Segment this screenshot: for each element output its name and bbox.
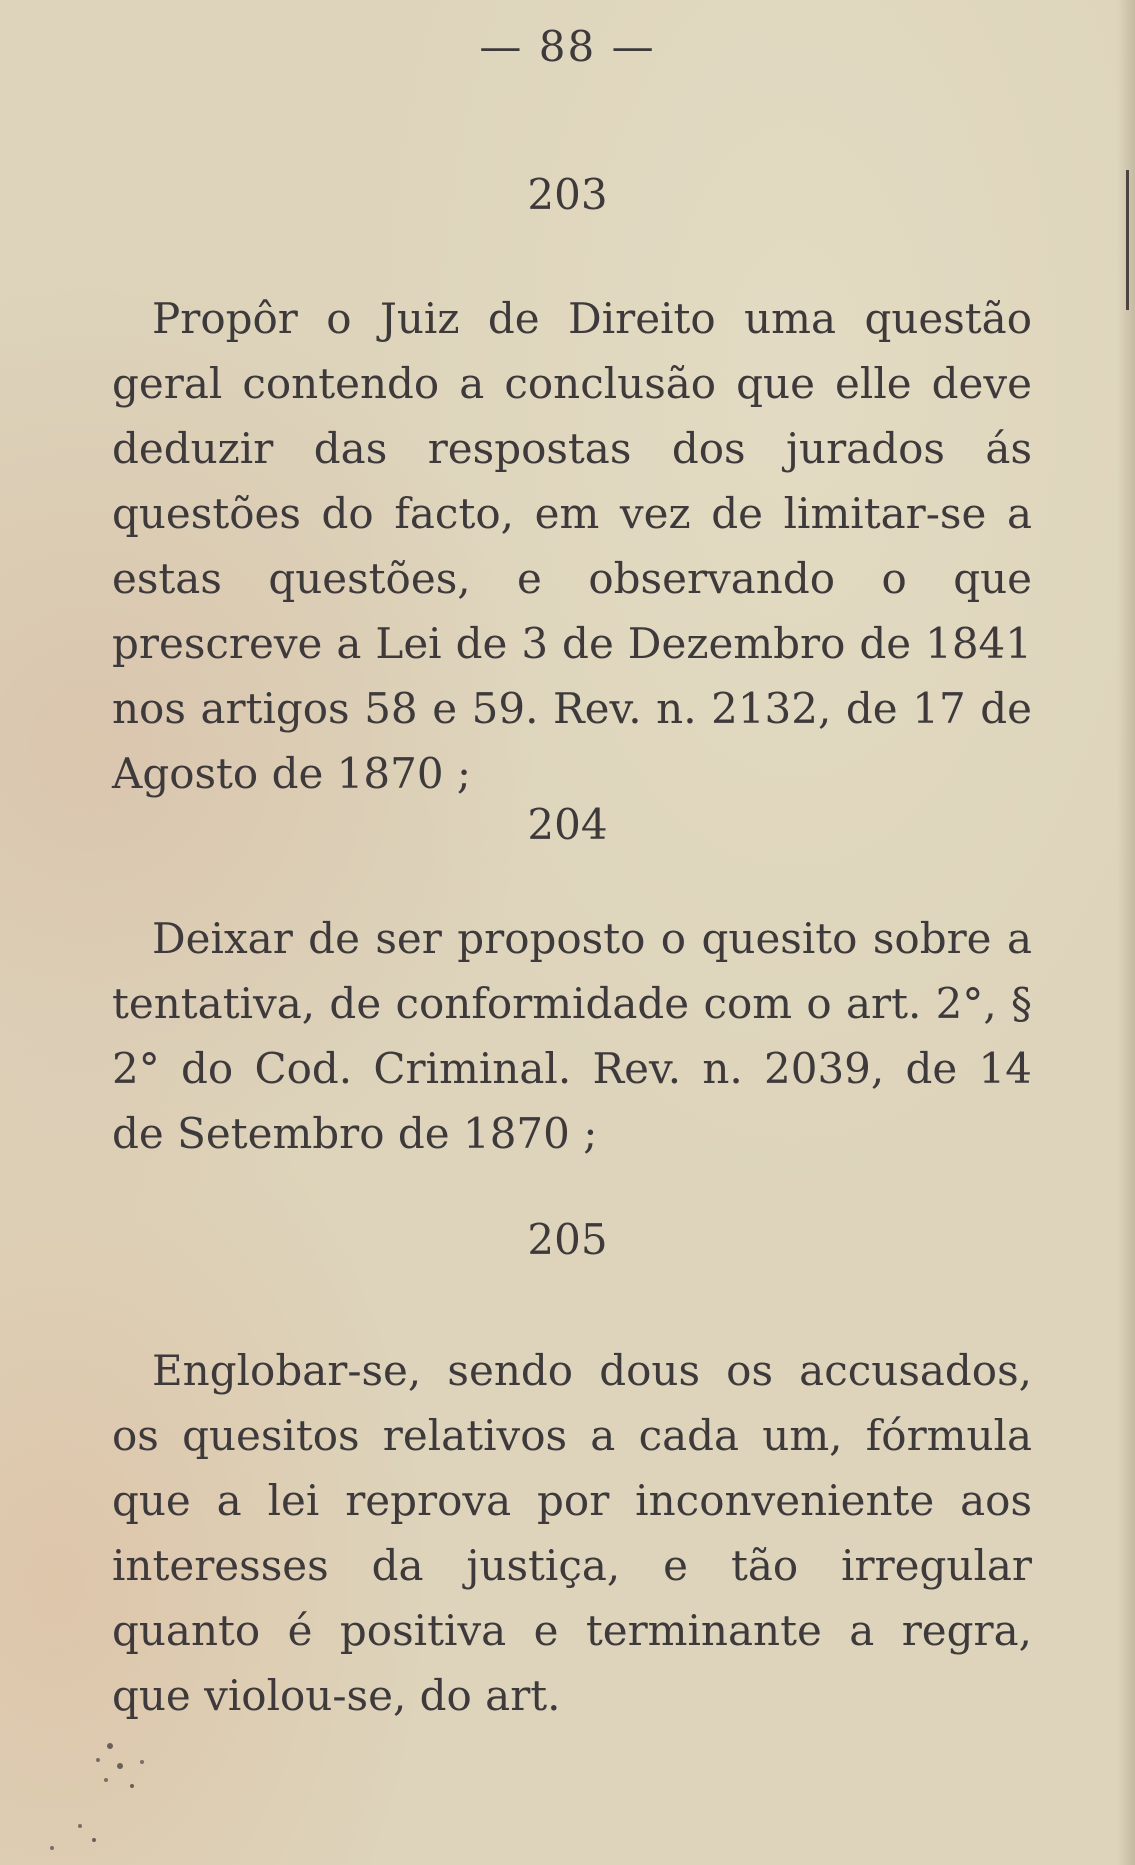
section-number-204: 204 [527,800,608,849]
speck [92,1838,96,1842]
speck [107,1743,113,1749]
page-edge-mark [1126,170,1129,310]
section-number-203: 203 [527,170,608,219]
speck [50,1846,54,1850]
speck [117,1763,123,1769]
section-text-203: Propôr o Juiz de Direito uma questão geral contendo a conclusão que elle deve deduzir das respostas dos jurados ás questões do facto, em vez de limitar-se a estas questões, e observando o que prescreve a Lei de 3 de Dezembro de 1841 nos artigos 58 e 59. Rev. n. 2132, de 17 de Agosto de 1870 ; [112,294,1032,798]
speck [104,1778,108,1782]
speck [130,1784,134,1788]
page-number: — 88 — [479,22,656,71]
section-text-204: Deixar de ser proposto o quesito sobre a tentativa, de conformidade com o art. 2°, § 2° do Cod. Criminal. Rev. n. 2039, de 14 de Setembro de 1870 ; [112,914,1032,1158]
speck [140,1760,144,1764]
paper-specks [40,1730,200,1860]
section-number-205: 205 [527,1215,608,1264]
speck [96,1758,100,1762]
section-text-205: Englobar-se, sendo dous os accusados, os quesitos relativos a cada um, fórmula que a lei reprova por inconveniente aos interesses da justiça, e tão irregular quanto é positiva e terminante a regra, que violou-se, do art. [112,1346,1032,1720]
speck [78,1824,82,1828]
